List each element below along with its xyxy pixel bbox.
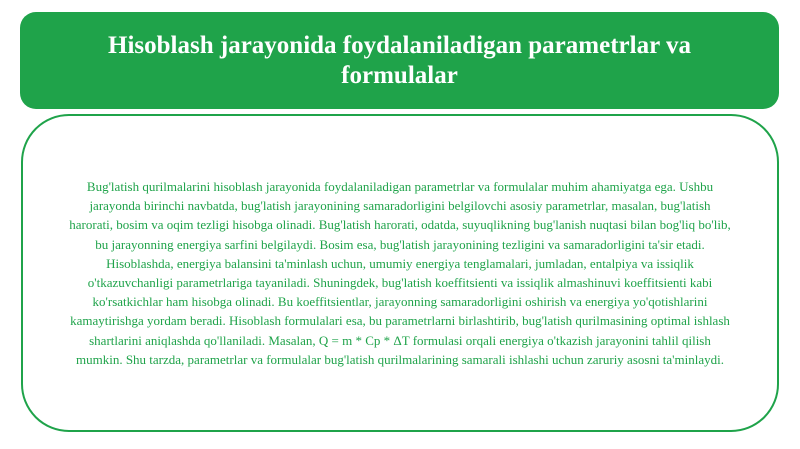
body-paragraph: Bug'latish qurilmalarini hisoblash jarayonida foydalaniladigan parametrlar va formulalar muhim ahamiyatga ega. Ushbu jarayonda birinchi navbatda, bug'latish jarayonining samaradorligini belgilovchi asosiy parametrlar, masalan, bug'latish harorati, bosim va oqim tezligi hisobga olinadi. Bug'latish harorati, odatda, suyuqlikning bug'lanish nuqtasi bilan bog'liq bo'lib, bu jarayonning energiya sarfini belgilaydi. Bosim esa, bug'latish jarayonining tezligini va samaradorligini ta'sir etadi. Hisoblashda, energiya balansini ta'minlash uchun, umumiy energiya tenglamalari, jumladan, entalpiya va issiqlik o'tkazuvchanligi parametrlariga tayaniladi. Shuningdek, bug'latish koeffitsienti va issiqlik almashinuvi koeffitsienti kabi ko'rsatkichlar ham hisobga olinadi. Bu koeffitsientlar, jarayonning samaradorligini oshirish va energiya yo'qotishlarini kamaytirishga yordam beradi. Hisoblash formulalari esa, bu parametrlarni birlashtirib, bug'latish qurilmasining optimal ishlash shartlarini aniqlashda qo'llaniladi. Masalan, Q = m * Cp * ΔT formulasi orqali energiya o'tkazish jarayonini tahlil qilish mumkin. Shu tarzda, parametrlar va formulalar bug'latish qurilmalarining samarali ishlashi uchun zaruriy asosni ta'minlaydi. (69, 178, 731, 367)
title-banner (20, 12, 779, 109)
content-card (21, 114, 779, 432)
page-title: Hisoblash jarayonida foydalaniladigan parametrlar va formulalar (108, 31, 691, 89)
